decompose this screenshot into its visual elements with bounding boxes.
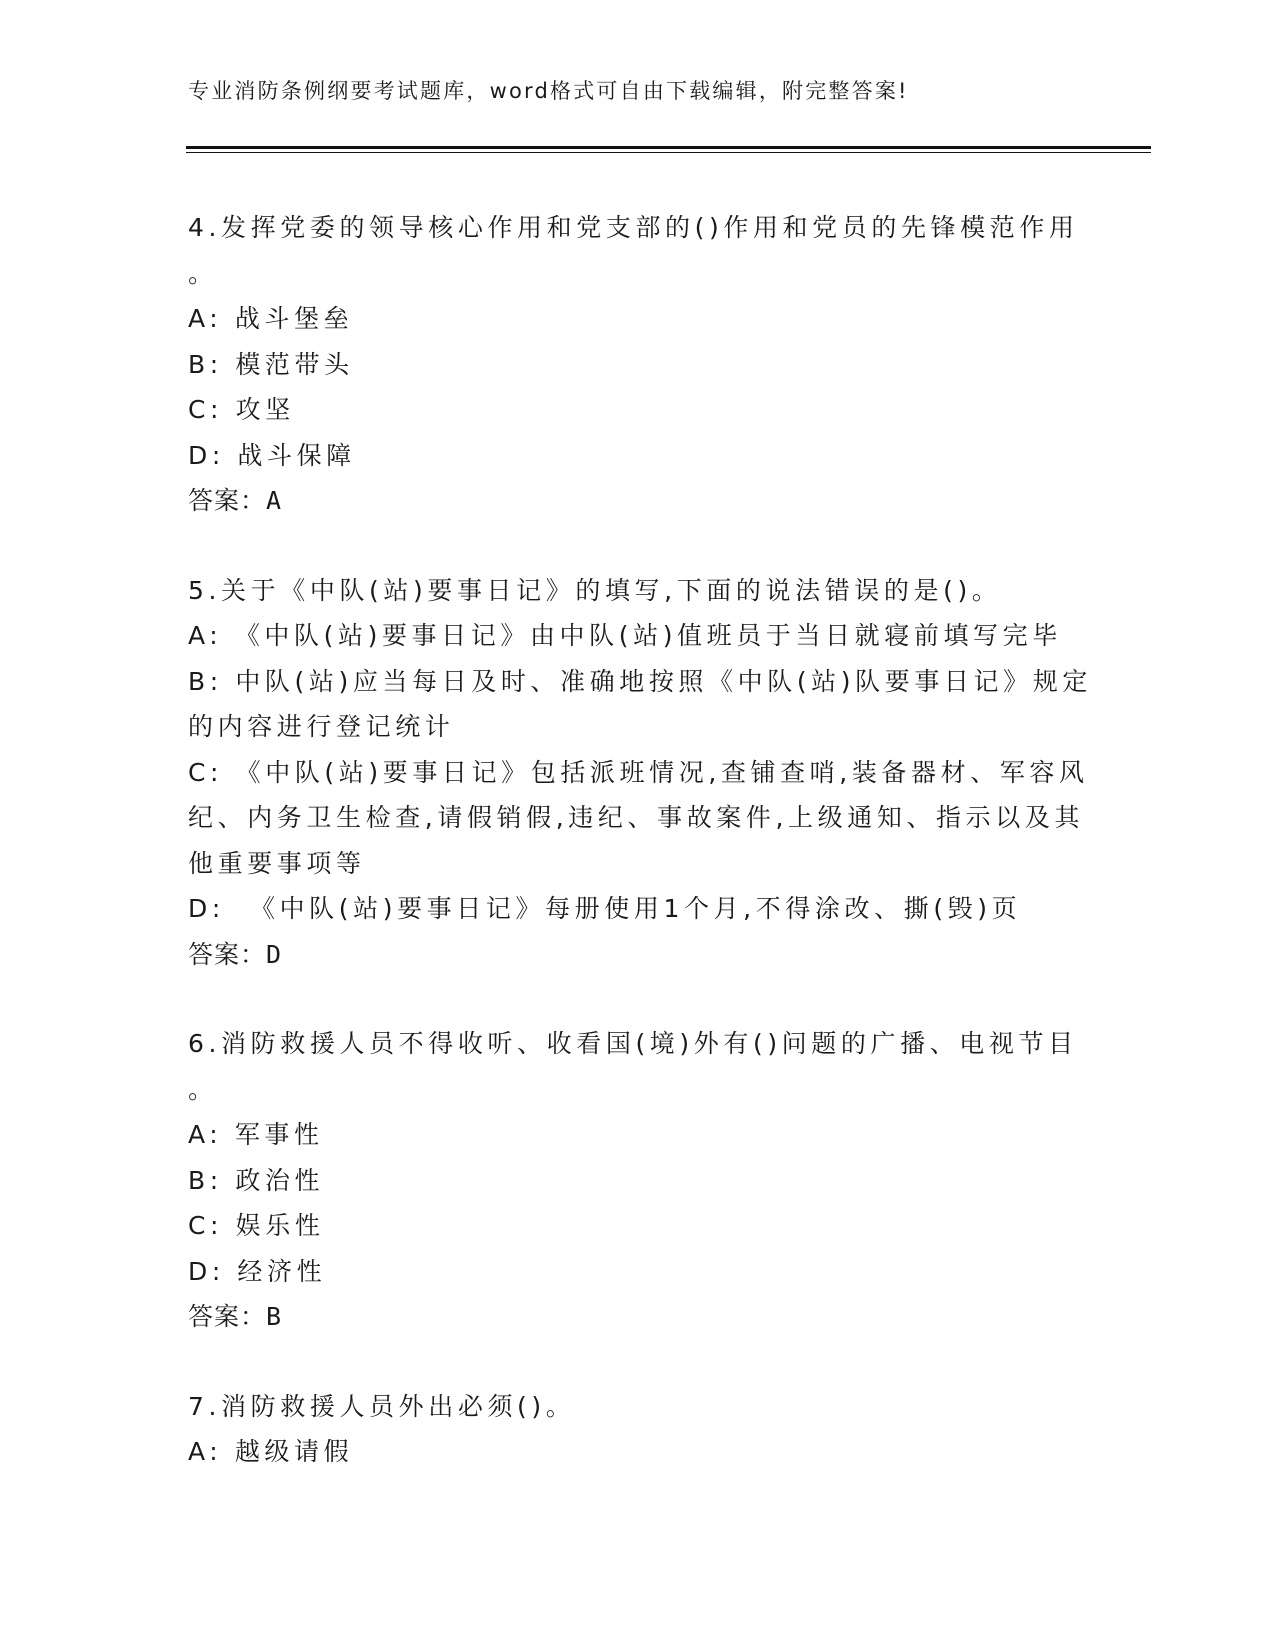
question-option: B: 政治性: [188, 1165, 325, 1195]
answer-value: D: [266, 939, 283, 969]
question-option-continued: 的内容进行登记统计: [188, 712, 455, 741]
question-stem-line: 7.消防救援人员外出必须()。: [188, 1391, 576, 1421]
question-item: [188, 1384, 1078, 1475]
question-option: D: 经济性: [188, 1256, 327, 1286]
question-option: C: 《中队(站)要事日记》包括派班情况,查铺查哨,装备器材、军容风: [188, 757, 1089, 787]
question-list: [188, 205, 1092, 1519]
question-option: B: 中队(站)应当每日及时、准确地按照《中队(站)队要事日记》规定: [188, 666, 1092, 696]
question-option: D: 《中队(站)要事日记》每册使用1个月,不得涂改、撕(毁)页: [188, 894, 1022, 923]
question-stem-line: 。: [188, 258, 218, 288]
question-answer: [188, 1294, 1078, 1340]
question-option: A: 战斗堡垒: [188, 304, 354, 333]
question-option-continued: 他重要事项等: [188, 848, 366, 878]
question-item: [188, 1021, 1078, 1340]
question-stem-line: 。: [188, 1074, 218, 1104]
page-header-title: 专业消防条例纲要考试题库，word格式可自由下载编辑，附完整答案!: [188, 79, 909, 103]
question-answer: [188, 932, 1078, 978]
question-stem-line: 5.关于《中队(站)要事日记》的填写,下面的说法错误的是()。: [188, 575, 1002, 605]
answer-value: B: [266, 1302, 283, 1331]
question-option: C: 攻坚: [188, 395, 295, 424]
question-item: [188, 568, 1092, 978]
question-option: D: 战斗保障: [188, 440, 356, 470]
question-stem-line: 6.消防救援人员不得收听、收看国(境)外有()问题的广播、电视节目: [188, 1029, 1078, 1058]
question-option: A: 《中队(站)要事日记》由中队(站)值班员于当日就寝前填写完毕: [188, 621, 1062, 650]
answer-label: 答案：: [188, 1302, 267, 1331]
question-option: C: 娱乐性: [188, 1211, 325, 1240]
question-stem-line: 4.发挥党委的领导核心作用和党支部的()作用和党员的先锋模范作用: [188, 213, 1079, 242]
question-item: [188, 205, 1078, 524]
question-option-continued: 纪、内务卫生检查,请假销假,违纪、事故案件,上级通知、指示以及其: [188, 803, 1085, 832]
question-option: A: 军事性: [188, 1120, 324, 1149]
question-option: B: 模范带头: [188, 349, 354, 379]
answer-label: 答案：: [188, 939, 267, 969]
answer-value: A: [266, 486, 283, 515]
answer-label: 答案：: [188, 486, 267, 515]
question-answer: [188, 478, 1078, 524]
header-divider: [186, 146, 1151, 153]
question-option: A: 越级请假: [188, 1437, 354, 1466]
